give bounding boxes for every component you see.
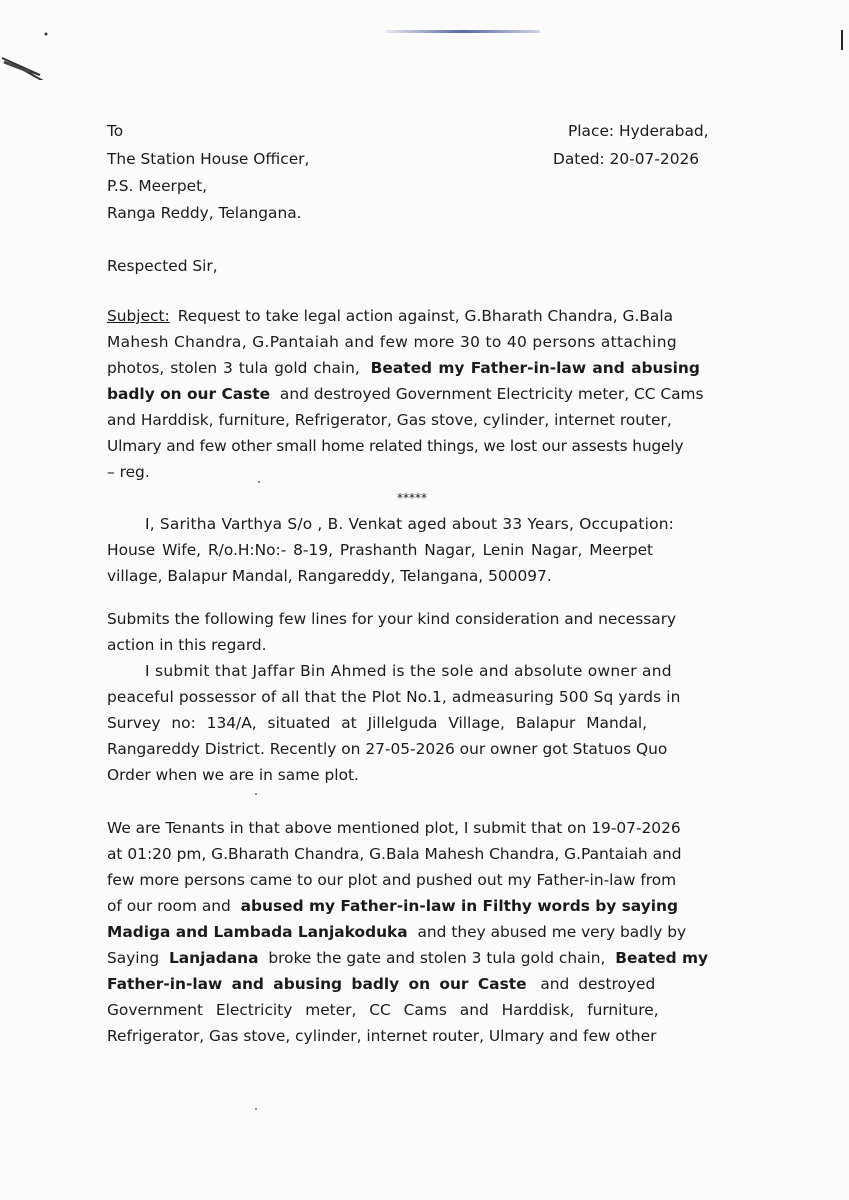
scan-speck [255,793,257,795]
para1-line-1: I submit that Jaffar Bin Ahmed is the sole and absolute owner and [145,662,672,680]
recipient-line-3: Ranga Reddy, Telangana. [107,204,302,222]
para2-line-9: Refrigerator, Gas stove, cylinder, internet router, Ulmary and few other [107,1027,657,1045]
para2-text-4b: abused my Father-in-law in Filthy words by saying [240,897,678,915]
subject-line-5: and Harddisk, furniture, Refrigerator, Gas stove, cylinder, internet router, [107,411,672,429]
para1-line-4: Rangareddy District. Recently on 27-05-2026 our owner got Statuos Quo [107,740,668,758]
to-label: To [107,122,124,140]
subject-line-7: – reg. [107,463,150,481]
subject-text-4b: and destroyed Government Electricity meter, CC Cams [279,385,704,403]
para1-line-5: Order when we are in same plot. [107,766,359,784]
para2-line-3: few more persons came to our plot and pushed out my Father-in-law from [107,871,677,889]
salutation: Respected Sir, [107,257,218,275]
scan-mark-right-edge [841,30,843,50]
separator: ***** [397,491,427,505]
para2-text-6d: Beated my [615,949,709,967]
intro-line-1: I, Saritha Varthya S/o , B. Venkat aged about 33 Years, Occupation: [145,515,675,533]
para2-line-7 [107,974,655,994]
para2-text-4a: of our room and [107,897,231,915]
para2-line-8: Government Electricity meter, CC Cams and Harddisk, furniture, [107,1001,659,1019]
para2-line-6 [107,948,708,968]
submits-line-1: Submits the following few lines for your kind consideration and necessary [107,610,677,628]
scan-mark-top-line [385,30,540,33]
submits-line-2: action in this regard. [107,636,267,654]
para1-line-3: Survey no: 134/A, situated at Jillelguda Village, Balapur Mandal, [107,714,648,732]
para2-line-1: We are Tenants in that above mentioned plot, I submit that on 19-07-2026 [107,819,681,837]
subject-label: Subject: [107,307,170,325]
scan-speck [255,1108,257,1110]
para1-line-2: peaceful possessor of all that the Plot No.1, admeasuring 500 Sq yards in [107,688,681,706]
intro-line-2: House Wife, R/o.H:No:- 8-19, Prashanth Nagar, Lenin Nagar, Meerpet [107,541,654,559]
subject-line-2: Mahesh Chandra, G.Pantaiah and few more 30 to 40 persons attaching [107,333,677,351]
subject-text-1: Request to take legal action against, G.Bharath Chandra, G.Bala [177,307,674,325]
para2-text-5b: and they abused me very badly by [417,923,687,941]
intro-line-3: village, Balapur Mandal, Rangareddy, Telangana, 500097. [107,567,552,585]
para2-text-6a: Saying [107,949,160,967]
para2-text-6b: Lanjadana [168,949,259,967]
subject-line-1 [107,306,735,326]
scan-speck [258,481,260,483]
para2-text-7a: Father-in-law and abusing badly on our Caste [107,975,527,993]
subject-line-4 [107,384,704,404]
para2-text-6c: broke the gate and stolen 3 tula gold chain, [268,949,606,967]
subject-line-6: Ulmary and few other small home related things, we lost our assests hugely [107,437,684,455]
recipient-line-2: P.S. Meerpet, [107,177,208,195]
para2-line-2: at 01:20 pm, G.Bharath Chandra, G.Bala Mahesh Chandra, G.Pantaiah and [107,845,682,863]
para2-text-5a: Madiga and Lambada Lanjakoduka [107,923,408,941]
subject-text-3b: Beated my Father-in-law and abusing [370,359,700,377]
subject-text-4a: badly on our Caste [107,385,271,403]
subject-text-3a: photos, stolen 3 tula gold chain, [107,359,360,377]
para2-line-5 [107,922,686,942]
para2-line-4 [107,896,678,916]
place-line: Place: Hyderabad, [568,122,709,140]
para2-text-7b: and destroyed [540,975,656,993]
recipient-line-1: The Station House Officer, [107,150,310,168]
subject-line-3 [107,358,700,378]
scan-mark-top-left [0,20,70,80]
dated-line: Dated: 20-07-2026 [553,150,700,168]
